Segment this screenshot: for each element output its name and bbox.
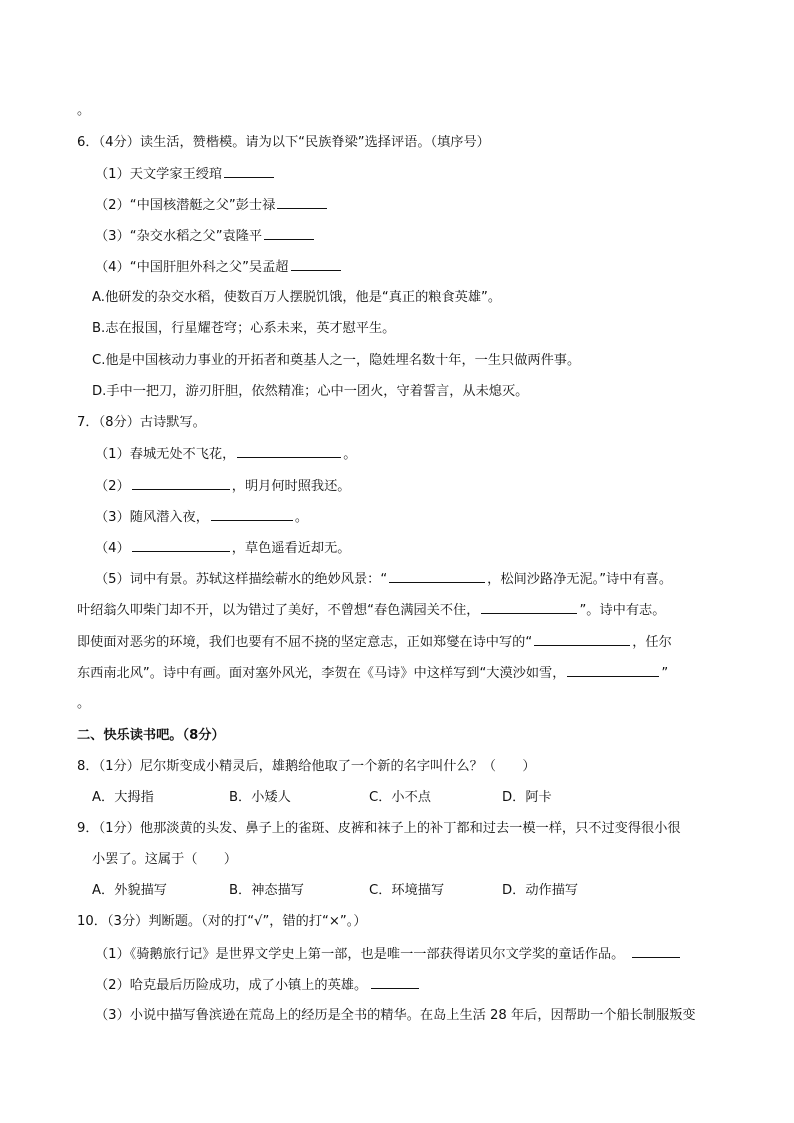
- section-2-heading: 二、快乐读书吧。（8分）: [77, 728, 225, 743]
- q7-blank-1[interactable]: [237, 445, 341, 458]
- q10-answer-blank-2[interactable]: [371, 976, 419, 989]
- q7-p5-4-end: ”: [661, 666, 669, 681]
- q10-item-2-text: （2）哈克最后历险成功，成了小镇上的英雄。: [95, 978, 368, 993]
- q7-stem: 7．（8分）古诗默写。: [77, 415, 206, 430]
- q7-line-1-text: （1）春城无处不飞花，: [95, 447, 236, 462]
- q7-line-4-num: （4）: [95, 541, 130, 556]
- q9-stem-line-1: 9．（1分）他那淡黄的头发、鼻子上的雀斑、皮裤和袜子上的补丁都和过去一模一样，只不过变得很小很: [77, 821, 681, 836]
- q7-p5-2-text: 叶绍翁久叩柴门却不开，以为错过了美好，不曾想“春色满园关不住，: [77, 603, 480, 618]
- q7-p5-4-text: 东西南北风”。诗中有画。面对塞外风光，李贺在《马诗》中这样写到“大漠沙如雪，: [77, 666, 566, 681]
- q7-line-4-text: ，草色遥看近却无。: [231, 541, 351, 556]
- q6-answer-blank-2[interactable]: [277, 196, 327, 209]
- q7-blank-6[interactable]: [481, 601, 577, 614]
- q7-p5-line-1: [95, 570, 672, 589]
- q7-blank-5[interactable]: [389, 570, 485, 583]
- q10-stem: 10．（3分）判断题。（对的打“√”，错的打“×”。）: [77, 914, 367, 929]
- q7-blank-8[interactable]: [567, 664, 659, 677]
- q7-line-2-text: ，明月何时照我还。: [231, 479, 351, 494]
- top-mark: 。: [77, 103, 91, 118]
- q10-item-2: [95, 976, 421, 995]
- q10-item-1: [95, 945, 682, 964]
- q6-item-4: [95, 258, 343, 277]
- q7-blank-3[interactable]: [211, 508, 293, 521]
- q7-p5-3-end: ，任尔: [632, 635, 672, 650]
- q6-answer-blank-3[interactable]: [264, 227, 314, 240]
- q6-item-3: [95, 227, 316, 246]
- q7-line-2-num: （2）: [95, 479, 130, 494]
- q6-item-1-label: （1）天文学家王绶琯: [95, 167, 223, 182]
- q6-item-2-label: （2）“中国核潜艇之父”彭士禄: [95, 198, 276, 213]
- q6-option-c: C.他是中国核动力事业的开拓者和奠基人之一，隐姓埋名数十年，一生只做两件事。: [92, 353, 581, 368]
- q7-p5-line-5: 。: [77, 696, 91, 711]
- q7-line-2: [95, 477, 350, 496]
- q9-option-b[interactable]: B．神态描写: [229, 883, 304, 898]
- q7-p5-3-text: 即使面对恶劣的环境，我们也要有不屈不挠的坚定意志，正如郑燮在诗中写的“: [77, 635, 533, 650]
- q7-p5-1-text: （5）词中有景。苏轼这样描绘蕲水的绝妙风景：“: [95, 572, 388, 587]
- q6-item-3-label: （3）“杂交水稻之父”袁隆平: [95, 229, 263, 244]
- q6-answer-blank-1[interactable]: [224, 165, 274, 178]
- q8-option-c[interactable]: C．小不点: [369, 790, 431, 805]
- q9-option-a[interactable]: A．外貌描写: [92, 883, 167, 898]
- q7-line-3: [95, 508, 308, 527]
- q6-option-d: D.手中一把刀，游刃肝胆，依然精准；心中一团火，守着誓言，从未熄灭。: [92, 384, 529, 399]
- q6-option-b: B.志在报国，行星耀苍穹；心系未来，英才慰平生。: [92, 321, 396, 336]
- q6-item-2: [95, 196, 329, 215]
- q7-p5-line-4: [77, 664, 668, 683]
- q6-item-4-label: （4）“中国肝胆外科之父”吴孟超: [95, 260, 289, 275]
- q8-stem: 8．（1分）尼尔斯变成小精灵后，雄鹅给他取了一个新的名字叫什么？（ ）: [77, 759, 536, 774]
- q8-option-d[interactable]: D．阿卡: [502, 790, 552, 805]
- q10-item-3: （3）小说中描写鲁滨逊在荒岛上的经历是全书的精华。在岛上生活 28 年后，因帮助一个船长制服叛变: [95, 1008, 696, 1023]
- q6-option-a: A.他研发的杂交水稻，使数百万人摆脱饥饿，他是“真正的粮食英雄”。: [92, 290, 502, 305]
- q7-p5-line-3: [77, 633, 672, 652]
- q7-blank-4[interactable]: [132, 539, 230, 552]
- q6-answer-blank-4[interactable]: [291, 258, 341, 271]
- q9-option-c[interactable]: C．环境描写: [369, 883, 445, 898]
- q7-line-3-end: 。: [294, 510, 309, 525]
- q7-line-3-text: （3）随风潜入夜，: [95, 510, 209, 525]
- q6-item-1: [95, 165, 276, 184]
- q7-blank-2[interactable]: [132, 477, 230, 490]
- q7-p5-line-2: [77, 601, 665, 620]
- q7-line-1: [95, 445, 356, 464]
- q8-option-b[interactable]: B．小矮人: [229, 790, 291, 805]
- q9-option-d[interactable]: D．动作描写: [502, 883, 579, 898]
- q7-blank-7[interactable]: [534, 633, 630, 646]
- q9-stem-line-2: 小罢了。这属于（ ）: [92, 852, 238, 867]
- q7-p5-2-end: ”。诗中有志。: [579, 603, 666, 618]
- q6-stem: 6．（4分）读生活，赞楷模。请为以下“民族脊梁”选择评语。（填序号）: [77, 135, 490, 150]
- q10-answer-blank-1[interactable]: [632, 945, 680, 958]
- q7-line-1-end: 。: [343, 447, 357, 462]
- q7-p5-1-end: ，松间沙路净无泥。”诗中有喜。: [487, 572, 673, 587]
- q7-line-4: [95, 539, 350, 558]
- q8-option-a[interactable]: A．大拇指: [92, 790, 154, 805]
- q10-item-1-text: （1）《骑鹅旅行记》是世界文学史上第一部，也是唯一一部获得诺贝尔文学奖的童话作品。: [95, 947, 625, 962]
